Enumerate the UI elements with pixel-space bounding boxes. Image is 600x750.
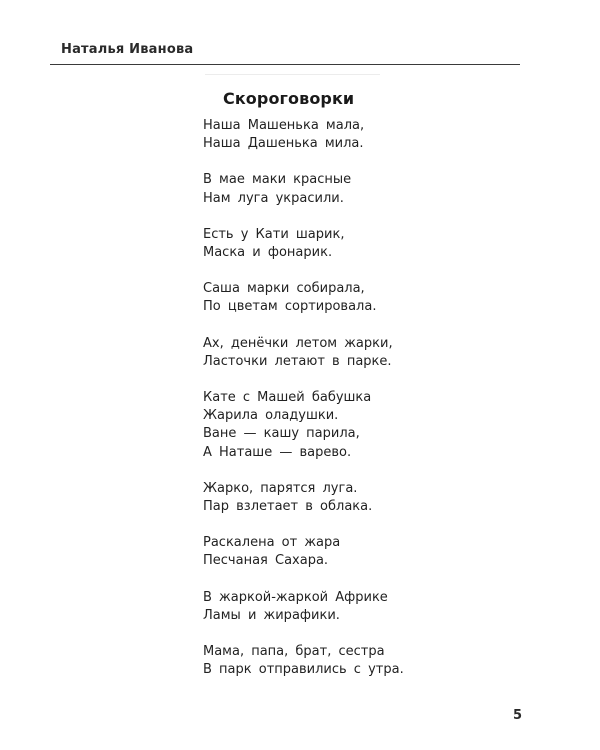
poem-line: В жаркой-жаркой Африке [203, 589, 388, 605]
stanza [203, 117, 533, 153]
stanza [203, 226, 533, 262]
page-title: Скороговорки [223, 89, 355, 108]
poem-line: Нам луга украсили. [203, 190, 344, 206]
poem-line: В мае маки красные [203, 172, 352, 188]
stanza [203, 534, 533, 570]
poem-line: Маска и фонарик. [203, 245, 333, 261]
poem-line: Ване — кашу парила, [203, 426, 360, 442]
stanza [203, 480, 533, 516]
stanza [203, 589, 533, 625]
poem-line: Мама, папа, брат, сестра [203, 644, 385, 660]
stanza [203, 280, 533, 316]
poem-line: А Наташе — варево. [203, 444, 352, 460]
poem-line: По цветам сортировала. [203, 299, 377, 315]
header-divider [50, 64, 520, 65]
poem-line: Саша марки собирала, [203, 281, 365, 297]
poem-line: Ламы и жирафики. [203, 607, 340, 623]
poem-line: Жарила оладушки. [203, 408, 339, 424]
poem-line: Пар взлетает в облака. [203, 499, 373, 515]
poem-line: В парк отправились с утра. [203, 662, 404, 678]
poem-line: Наша Дашенька мила. [203, 136, 364, 152]
stanza [203, 389, 533, 462]
poem-line: Наша Машенька мала, [203, 118, 365, 133]
poem-line: Жарко, парятся луга. [203, 480, 358, 496]
stanza [203, 171, 533, 207]
poem-line: Есть у Кати шарик, [203, 226, 345, 242]
poem [203, 117, 533, 697]
poem-line: Ласточки летают в парке. [203, 353, 392, 369]
header-author: Наталья Иванова [61, 42, 194, 57]
faint-divider [205, 74, 380, 75]
poem-line: Песчаная Сахара. [203, 553, 329, 569]
poem-line: Кате с Машей бабушка [203, 390, 372, 406]
stanza [203, 335, 533, 371]
poem-line: Раскалена от жара [203, 535, 341, 551]
page-number: 5 [513, 708, 523, 723]
poem-line: Ах, денёчки летом жарки, [203, 335, 393, 351]
stanza [203, 643, 533, 679]
